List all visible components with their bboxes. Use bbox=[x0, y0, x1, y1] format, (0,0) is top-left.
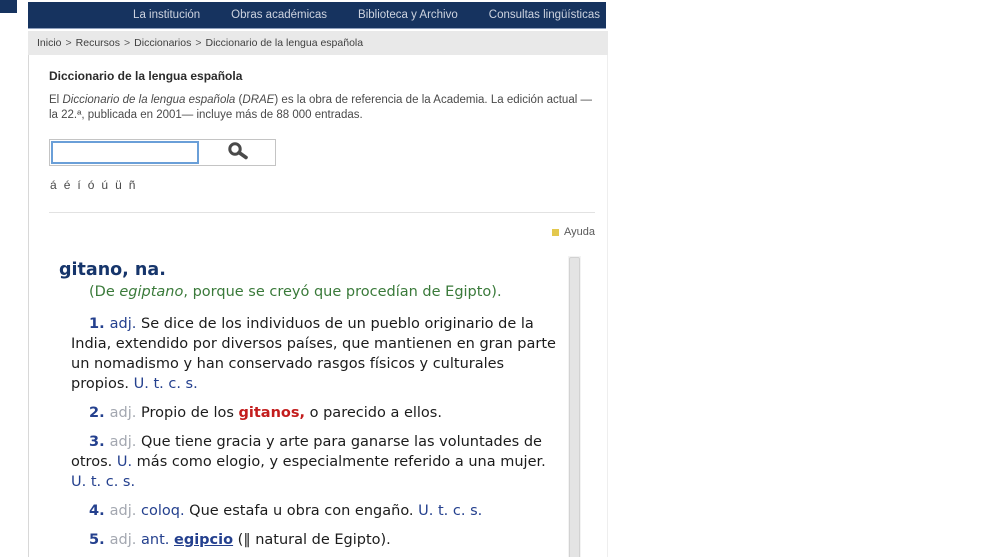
breadcrumb-item[interactable]: Recursos bbox=[75, 37, 121, 49]
sense-segment: Se dice de los individuos de un pueblo originario de la India, extendido por diversos países, que mantienen en gran parte un nomadismo y han conservado rasgos físicos y culturales propios. bbox=[71, 316, 556, 392]
corner-decoration bbox=[0, 0, 17, 13]
sense-segment: Que estafa u obra con engaño. bbox=[184, 503, 419, 519]
sense-segment: 1. bbox=[89, 316, 110, 332]
intro-seg: El bbox=[49, 94, 63, 106]
nav-item[interactable]: Consultas lingüísticas bbox=[488, 9, 600, 21]
etymology-seg: , porque se creyó que procedían de Egipto). bbox=[183, 284, 502, 300]
breadcrumb-item[interactable]: Diccionarios bbox=[134, 37, 192, 49]
sense-segment: gitanos, bbox=[238, 405, 306, 421]
sense-segment: más como elogio, y especialmente referido a una mujer. bbox=[132, 454, 546, 470]
sense-segment: coloq. bbox=[136, 503, 185, 519]
special-char-link[interactable]: ñ bbox=[128, 178, 136, 192]
sense-segment: 5. bbox=[89, 532, 110, 548]
sense-segment: ant. bbox=[136, 532, 174, 548]
breadcrumb bbox=[28, 31, 608, 55]
main-content bbox=[28, 55, 608, 557]
sense-segment: adj. bbox=[109, 503, 137, 519]
entry-headword: gitano, na. bbox=[59, 260, 166, 280]
special-char-link[interactable]: é bbox=[63, 178, 71, 192]
sense bbox=[71, 530, 559, 550]
sense bbox=[71, 432, 559, 492]
special-char-list bbox=[50, 178, 142, 192]
sense-segment: U. bbox=[116, 454, 133, 470]
search-widget bbox=[49, 139, 276, 166]
scrollbar-thumb[interactable] bbox=[569, 257, 580, 557]
special-char-link[interactable]: ó bbox=[87, 178, 95, 192]
sense-segment: U. t. c. s. bbox=[418, 503, 483, 519]
divider bbox=[49, 212, 595, 213]
search-button[interactable] bbox=[201, 141, 274, 164]
special-char-link[interactable]: ú bbox=[101, 178, 109, 192]
definition-panel bbox=[49, 253, 581, 557]
sense bbox=[71, 314, 559, 394]
intro-italic-title: Diccionario de la lengua española bbox=[62, 94, 236, 106]
sense bbox=[71, 403, 559, 423]
sense-segment: 2. bbox=[89, 405, 110, 421]
panel-scrollbar[interactable] bbox=[568, 256, 581, 557]
search-input[interactable] bbox=[51, 141, 199, 164]
sense-list bbox=[49, 314, 559, 550]
help-link[interactable]: Ayuda bbox=[564, 226, 595, 238]
sense-segment: adj. bbox=[109, 434, 137, 450]
special-char-link[interactable]: í bbox=[77, 178, 81, 192]
sense-segment: U. t. c. s. bbox=[133, 376, 198, 392]
nav-item[interactable]: Obras académicas bbox=[231, 9, 328, 21]
breadcrumb-separator: > bbox=[195, 37, 202, 49]
nav-item[interactable]: Biblioteca y Archivo bbox=[358, 9, 458, 21]
entry-etymology bbox=[89, 284, 559, 300]
intro-seg: ) es la obra de referencia de la Academia. La edición actual —la 22.ª, publicada en 2001— incluye más de 88 000 entradas. bbox=[49, 94, 593, 121]
sense-segment[interactable]: egipcio bbox=[173, 532, 234, 548]
etymology-italic: egiptano bbox=[119, 284, 184, 300]
intro-paragraph bbox=[49, 93, 592, 123]
sense-segment: adj. bbox=[109, 405, 137, 421]
magnifier-icon bbox=[224, 141, 252, 164]
breadcrumb-separator: > bbox=[124, 37, 131, 49]
breadcrumb-separator: > bbox=[65, 37, 72, 49]
intro-italic-acronym: DRAE bbox=[242, 94, 275, 106]
sense-segment: 4. bbox=[89, 503, 110, 519]
sense-segment: Propio de los bbox=[136, 405, 239, 421]
help-row bbox=[49, 226, 595, 238]
breadcrumb-item[interactable]: Diccionario de la lengua española bbox=[205, 37, 364, 49]
sense-segment: (‖ natural de Egipto). bbox=[233, 532, 391, 548]
sense-segment: adj. bbox=[109, 316, 137, 332]
sense-segment: 3. bbox=[89, 434, 110, 450]
page-title: Diccionario de la lengua española bbox=[49, 69, 243, 83]
nav-item[interactable]: La institución bbox=[133, 9, 201, 21]
sense bbox=[71, 501, 559, 521]
special-char-link[interactable]: á bbox=[50, 178, 57, 192]
etymology-seg: (De bbox=[89, 284, 120, 300]
sense-segment: o parecido a ellos. bbox=[305, 405, 442, 421]
sense-segment: U. t. c. s. bbox=[71, 474, 136, 490]
breadcrumb-item[interactable]: Inicio bbox=[37, 37, 62, 49]
sense-segment: Que tiene gracia y arte para ganarse las voluntades de otros. bbox=[71, 434, 542, 470]
sense-segment: adj. bbox=[109, 532, 137, 548]
special-char-link[interactable]: ü bbox=[115, 178, 122, 192]
top-nav bbox=[28, 2, 606, 29]
intro-seg: ( bbox=[235, 94, 243, 106]
help-bullet-icon bbox=[552, 229, 559, 236]
